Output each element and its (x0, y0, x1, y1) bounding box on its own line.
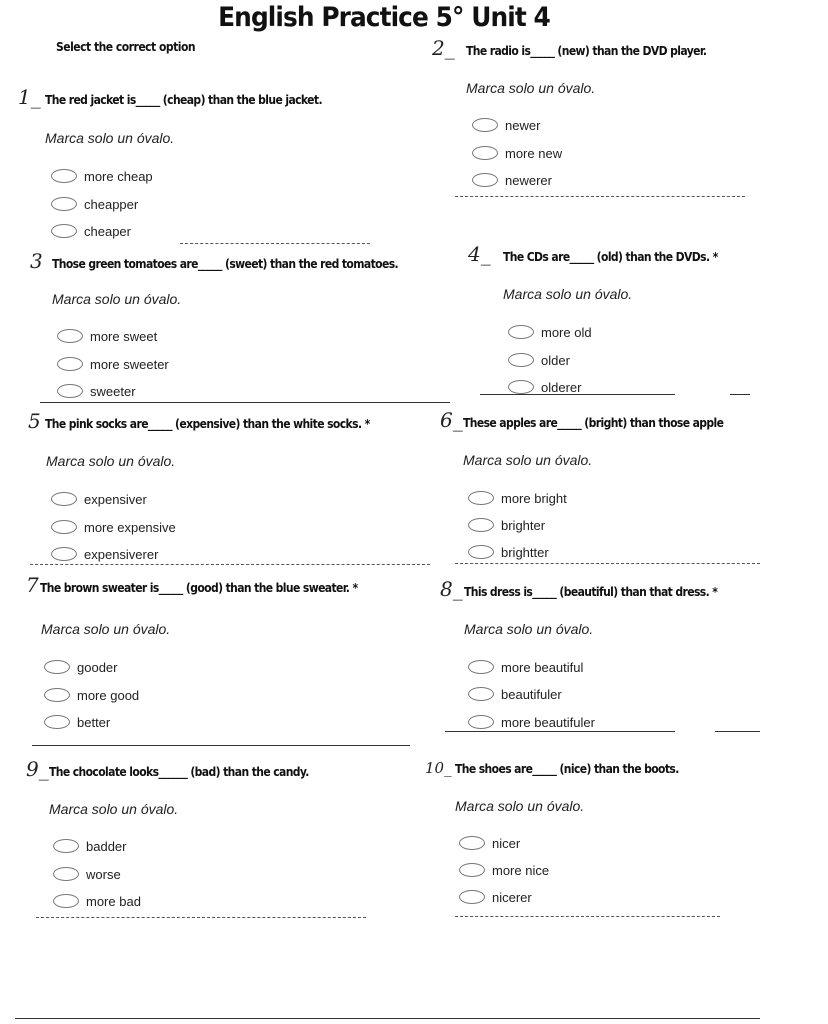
divider (445, 731, 675, 732)
divider (40, 402, 450, 403)
option-label: more beautiful (501, 659, 584, 675)
option-label: worse (86, 866, 121, 882)
question-number: 5 (28, 409, 41, 433)
option[interactable] (51, 489, 147, 509)
option-label: newerer (505, 172, 552, 188)
question-number: 7 (26, 573, 39, 597)
question-number: 1_ (18, 85, 41, 109)
radio-oval[interactable] (468, 545, 494, 559)
question-text: Those green tomatoes are_____ (sweet) than the red tomatoes. (52, 257, 399, 271)
option-label: more beautifuler (501, 714, 595, 730)
question-text: The chocolate looks______ (bad) than the candy. (49, 765, 309, 779)
radio-oval[interactable] (468, 687, 494, 701)
option-label: gooder (77, 659, 118, 675)
radio-oval[interactable] (508, 325, 534, 339)
option-label: expensiver (84, 491, 147, 507)
question-number: 10_ (425, 759, 452, 777)
radio-oval[interactable] (51, 520, 77, 534)
option[interactable] (508, 350, 570, 370)
option-label: sweeter (90, 383, 136, 399)
question-number: 8_ (440, 577, 463, 601)
divider (32, 745, 410, 746)
option-label: more sweeter (90, 356, 169, 372)
radio-oval[interactable] (459, 890, 485, 904)
radio-oval[interactable] (468, 518, 494, 532)
radio-oval[interactable] (51, 169, 77, 183)
prompt: Marca solo un óvalo. (41, 621, 171, 637)
option[interactable] (51, 166, 153, 186)
prompt: Marca solo un óvalo. (455, 798, 585, 814)
question-text: The brown sweater is_____ (good) than the blue sweater. * (40, 581, 358, 595)
option[interactable] (44, 685, 139, 705)
instructions: Select the correct option (56, 40, 196, 54)
radio-oval[interactable] (508, 353, 534, 367)
question-text: This dress is_____ (beautiful) than that dress. * (464, 585, 718, 599)
radio-oval[interactable] (53, 839, 79, 853)
radio-oval[interactable] (53, 867, 79, 881)
radio-oval[interactable] (57, 384, 83, 398)
option[interactable] (468, 684, 562, 704)
radio-oval[interactable] (459, 863, 485, 877)
prompt: Marca solo un óvalo. (503, 286, 633, 302)
option[interactable] (51, 194, 138, 214)
radio-oval[interactable] (57, 329, 83, 343)
option[interactable] (508, 322, 592, 342)
option[interactable] (459, 833, 520, 853)
option-label: more sweet (90, 328, 158, 344)
question-text: The pink socks are_____ (expensive) than the white socks. * (45, 417, 370, 431)
question-8 (440, 577, 800, 730)
radio-oval[interactable] (51, 492, 77, 506)
question-text: The CDs are_____ (old) than the DVDs. * (503, 250, 718, 264)
option-label: more cheap (84, 168, 153, 184)
option[interactable] (53, 891, 141, 911)
option-label: beautifuler (501, 686, 562, 702)
prompt: Marca solo un óvalo. (464, 621, 594, 637)
option-label: older (541, 352, 570, 368)
radio-oval[interactable] (51, 197, 77, 211)
option[interactable] (57, 326, 157, 346)
radio-oval[interactable] (459, 836, 485, 850)
option-label: more bright (501, 490, 567, 506)
divider (15, 1018, 760, 1019)
worksheet-title: English Practice 5° Unit 4 (218, 2, 550, 33)
radio-oval[interactable] (51, 547, 77, 561)
option[interactable] (44, 657, 117, 677)
radio-oval[interactable] (44, 660, 70, 674)
divider (180, 243, 370, 244)
question-1 (18, 85, 378, 239)
question-6 (440, 408, 768, 560)
divider (36, 917, 366, 918)
option-label: more new (505, 145, 563, 161)
option[interactable] (468, 712, 595, 732)
radio-oval[interactable] (472, 146, 498, 160)
option[interactable] (472, 115, 540, 135)
radio-oval[interactable] (57, 357, 83, 371)
radio-oval[interactable] (508, 380, 534, 394)
question-5 (28, 409, 388, 562)
radio-oval[interactable] (51, 224, 77, 238)
radio-oval[interactable] (44, 688, 70, 702)
radio-oval[interactable] (468, 715, 494, 729)
option[interactable] (459, 887, 532, 907)
option-label: more expensive (84, 519, 176, 535)
question-text: The radio is_____ (new) than the DVD player. (466, 44, 707, 58)
question-text: The red jacket is_____ (cheap) than the blue jacket. (45, 93, 322, 107)
divider (730, 394, 750, 395)
option[interactable] (472, 143, 562, 163)
divider (715, 731, 760, 732)
option[interactable] (468, 542, 549, 562)
option[interactable] (44, 712, 110, 732)
divider (455, 563, 760, 564)
option[interactable] (459, 860, 549, 880)
option-label: cheapper (84, 196, 139, 212)
radio-oval[interactable] (44, 715, 70, 729)
radio-oval[interactable] (468, 660, 494, 674)
question-7 (26, 573, 386, 730)
option-label: expensiverer (84, 546, 159, 562)
question-2 (432, 36, 792, 188)
question-number: 2_ (432, 36, 455, 60)
option[interactable] (468, 488, 567, 508)
option-label: cheaper (84, 223, 131, 239)
question-number: 3 (30, 249, 43, 273)
option-label: newer (505, 117, 541, 133)
option[interactable] (51, 517, 176, 537)
divider (30, 564, 430, 565)
option[interactable] (57, 381, 136, 401)
prompt: Marca solo un óvalo. (49, 801, 179, 817)
option-label: more nice (492, 862, 550, 878)
question-4 (468, 242, 828, 395)
option-label: better (77, 714, 111, 730)
option-label: brighter (501, 517, 546, 533)
option-label: badder (86, 838, 127, 854)
question-number: 9_ (26, 757, 49, 781)
option-label: more old (541, 324, 592, 340)
divider (455, 196, 745, 197)
radio-oval[interactable] (468, 491, 494, 505)
question-text: The shoes are_____ (nice) than the boots. (455, 762, 679, 776)
prompt: Marca solo un óvalo. (46, 453, 176, 469)
option[interactable] (53, 864, 121, 884)
option-label: olderer (541, 379, 582, 395)
radio-oval[interactable] (472, 118, 498, 132)
option-label: more good (77, 687, 140, 703)
option-label: nicerer (492, 889, 532, 905)
divider (480, 394, 675, 395)
option[interactable] (468, 657, 583, 677)
radio-oval[interactable] (53, 894, 79, 908)
option-label: brightter (501, 544, 549, 560)
option[interactable] (468, 515, 545, 535)
option-label: more bad (86, 893, 141, 909)
question-text: These apples are_____ (bright) than those apple (463, 416, 724, 430)
prompt: Marca solo un óvalo. (52, 291, 182, 307)
prompt: Marca solo un óvalo. (45, 130, 175, 146)
divider (455, 916, 720, 917)
option-label: nicer (492, 835, 521, 851)
question-10 (425, 759, 785, 905)
question-number: 6_ (440, 408, 463, 432)
prompt: Marca solo un óvalo. (466, 80, 596, 96)
prompt: Marca solo un óvalo. (463, 452, 593, 468)
option[interactable] (472, 170, 552, 190)
radio-oval[interactable] (472, 173, 498, 187)
option[interactable] (53, 836, 126, 856)
question-3 (30, 249, 399, 399)
option[interactable] (51, 221, 131, 241)
option[interactable] (57, 354, 169, 374)
option[interactable] (51, 544, 158, 564)
question-number: 4_ (468, 242, 491, 266)
question-9 (26, 757, 386, 909)
